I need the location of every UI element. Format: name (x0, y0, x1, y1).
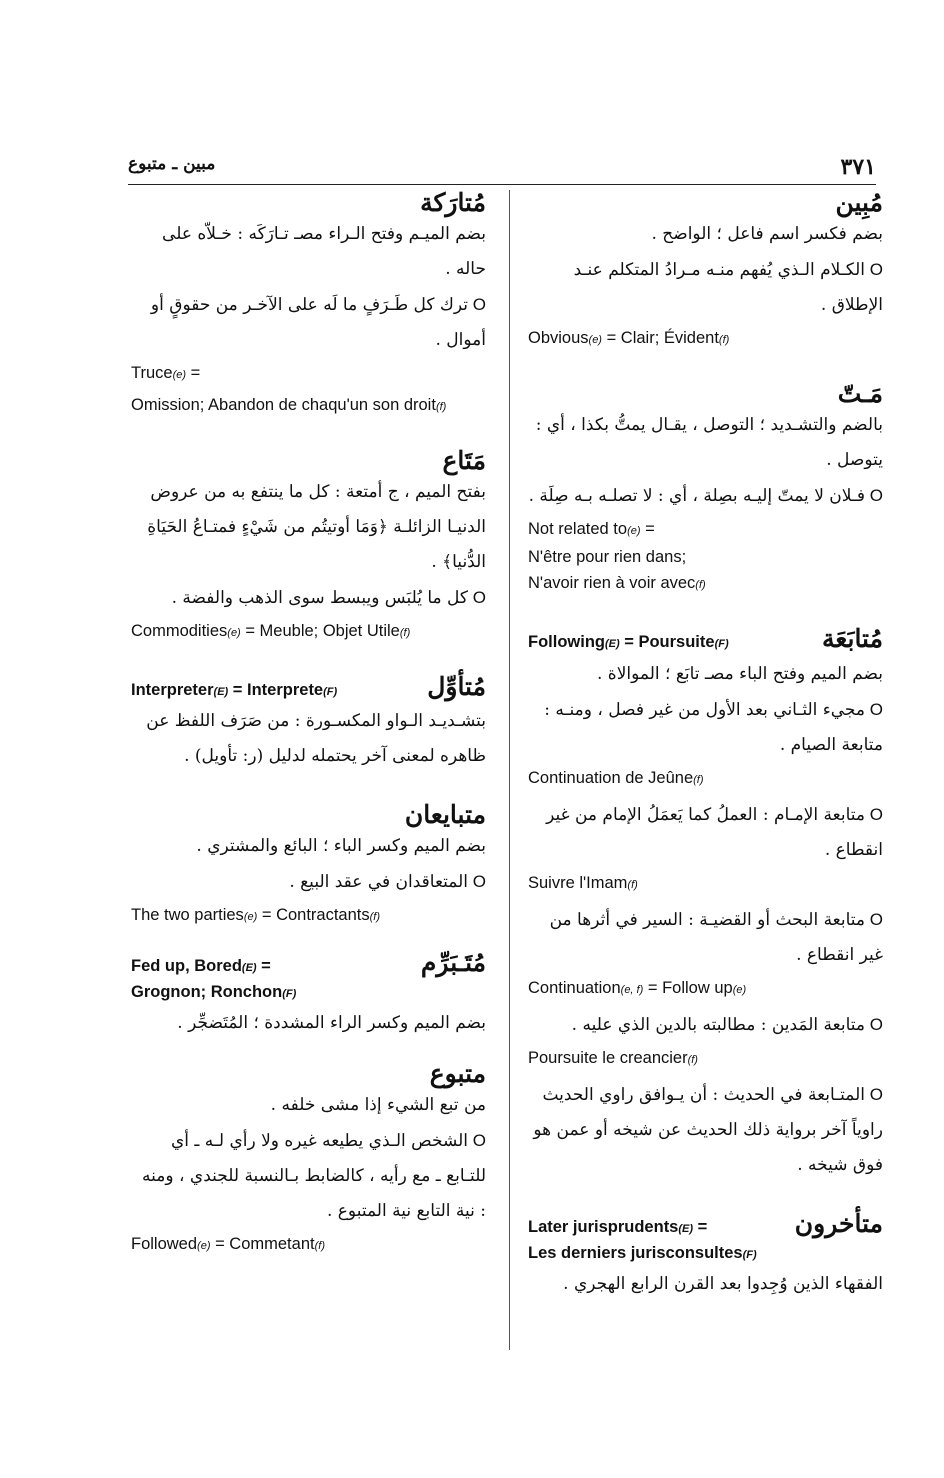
translation-text: = Commetant (210, 1235, 315, 1253)
definition: O متابعة البحث أو القضيـة : السير في أثرها من غير انقطاع . (528, 902, 883, 973)
language-marker: (e) (588, 334, 602, 346)
page-header (128, 150, 876, 185)
column-divider (509, 190, 510, 1350)
translation-text: Suivre l'Imam (528, 874, 628, 892)
equivalent-text: = Interprete (228, 681, 324, 699)
definition: O متابعة الإمـام : العملُ كما يَعمَلُ الإمام من غير انقطاع . (528, 797, 883, 868)
left-column (131, 188, 486, 1285)
equivalent-text: Fed up, Bored (131, 957, 242, 975)
entry-head (131, 800, 486, 829)
language-marker: (e, f) (620, 984, 644, 996)
translation-text: Poursuite le creancier (528, 1049, 688, 1067)
language-marker: (E) (213, 686, 229, 698)
translation-text: Continuation (528, 979, 621, 997)
running-head: مبين ـ متبوع (128, 154, 216, 174)
entry-matbu (131, 1059, 486, 1259)
right-column (528, 188, 883, 1328)
equivalent-text: Grognon; Ronchon (131, 983, 283, 1001)
headword-equivalent (528, 630, 729, 657)
language-marker: (E) (241, 962, 257, 974)
equivalent-text: = Poursuite (619, 633, 715, 651)
definition: O الشخص الـذي يطيعه غيره ولا رأي لـه ـ أي للتـابع ـ مع رأيه ، كالضابط بـالنسبة للجندي ، ومنه : نية التابع نية المتبوع . (131, 1123, 486, 1229)
entry-head (131, 188, 486, 217)
headword: مُتَـبَرِّم (420, 948, 486, 977)
definition: O المتـابعة في الحديث : أن يـوافق راوي الحديث راوياً آخر برواية ذلك الحديث عن شيخه أو عمن هو فوق شيخه . (528, 1077, 883, 1183)
definition: بضم فكسر اسم فاعل ؛ الواضح . (651, 224, 883, 244)
language-marker: (f) (369, 911, 381, 923)
language-marker: (F) (282, 988, 297, 1000)
headword-equivalent (131, 678, 337, 704)
headword: مُبِين (835, 188, 883, 217)
language-marker: (f) (718, 334, 730, 346)
translation-text: Continuation de Jeûne (528, 769, 694, 787)
entry-head (131, 948, 486, 1006)
definition: O ترك كل طَـرَفٍ ما لَه على الآخـر من حقوقٍ أو أموال . (131, 287, 486, 358)
page-number: ٣٧١ (840, 154, 876, 180)
headword: متأخرون (794, 1209, 883, 1238)
definition: O مجيء الثـاني بعد الأول من غير فصل ، ومنـه : متابعة الصيام . (528, 692, 883, 763)
entry-mutaakhkhirun (528, 1209, 883, 1302)
definition: O المتعاقدان في عقد البيع . (131, 864, 486, 900)
translation (131, 392, 486, 420)
language-marker: (F) (742, 1249, 757, 1261)
entry-mutabaa (528, 624, 883, 1183)
headword: مُتارَكة (420, 188, 486, 217)
language-marker: (F) (323, 686, 338, 698)
equivalent-text: Following (528, 633, 605, 651)
translation (528, 870, 883, 898)
equivalent-text: Interpreter (131, 681, 214, 699)
translation-text: = Clair; Évident (601, 329, 719, 347)
translation-text: N'avoir rien à voir avec (528, 574, 696, 592)
headword: مُتأوِّل (427, 672, 486, 701)
headword-equivalent (131, 954, 296, 1006)
definition: بضم الميم وكسر الراء المشددة ؛ المُتَضجِّر . (177, 1013, 486, 1033)
language-marker: (e) (197, 1240, 211, 1252)
definition: O كل ما يُلبَس ويبسط سوى الذهب والفضة . (131, 580, 486, 616)
language-marker: (e) (227, 627, 241, 639)
translation-text: Truce (131, 364, 173, 382)
entry-head (131, 672, 486, 704)
headword: متبوع (429, 1059, 486, 1088)
entry-head (528, 1209, 883, 1267)
language-marker: (f) (627, 879, 638, 891)
translation-text: = Meuble; Objet Utile (240, 622, 400, 640)
language-marker: (f) (314, 1240, 325, 1252)
definition: الفقهاء الذين وُجِدوا بعد القرن الرابع الهجري . (563, 1274, 883, 1294)
definition: O متابعة المَدين : مطالبته بالدين الذي عليه . (528, 1007, 883, 1043)
language-marker: (E) (678, 1223, 694, 1235)
language-marker: (F) (714, 638, 729, 650)
translation-text: = Follow up (643, 979, 733, 997)
headword-equivalent (528, 1215, 757, 1267)
entry-mutaraka (131, 188, 486, 420)
equivalent-text: Later jurisprudents (528, 1218, 679, 1236)
definition: O فـلان لا يمتّ إليـه بصِلة ، أي : لا تصلـه بـه صِلَة . (528, 478, 883, 514)
entry-head (131, 1059, 486, 1088)
entry-mubin (528, 188, 883, 353)
equivalent-text: Les derniers jurisconsultes (528, 1244, 743, 1262)
language-marker: (e) (172, 369, 187, 381)
entry-mataa (131, 446, 486, 646)
translation (131, 618, 486, 646)
language-marker: (f) (399, 627, 411, 639)
translation-text: = Contractants (257, 906, 370, 924)
headword: مَتَاع (442, 446, 486, 475)
definition: بتشـديـد الـواو المكسـورة : من صَرَف اللفظ عن ظاهره لمعنى آخر يحتمله لدليل (ر: تأويل) . (146, 711, 486, 766)
translation-text: = (186, 364, 201, 382)
definition: O الكـلام الـذي يُفهم منـه مـرادُ المتكلم عنـد الإطلاق . (528, 252, 883, 323)
headword: متبايعان (404, 800, 486, 829)
language-marker: (e) (243, 911, 258, 923)
entry-mutabayian (131, 800, 486, 930)
language-marker: (e) (732, 984, 747, 996)
language-marker: (f) (435, 401, 447, 413)
translation-text: Omission; Abandon de chaqu'un son droit (131, 396, 436, 414)
translation (131, 902, 486, 930)
equivalent-text: = (256, 957, 271, 975)
translation (528, 975, 883, 1003)
headword: مَـتّ (837, 379, 883, 408)
definition: بالضم والتشـديد ؛ التوصل ، يقـال يمتُّ بكذا ، أي : يتوصل . (535, 415, 883, 470)
definition: بضم الميـم وفتح الـراء مصـ تـارَكَه : خـلاّه على حاله . (162, 224, 486, 279)
translation (528, 325, 883, 353)
translation (528, 1045, 883, 1073)
translation-text: Commodities (131, 622, 228, 640)
translation (131, 1231, 486, 1259)
definition: بضم الميم وفتح الباء مصـ تابَع ؛ الموالاة . (596, 664, 883, 684)
definition: من تبع الشيء إذا مشى خلفه . (270, 1095, 486, 1115)
language-marker: (e) (627, 525, 641, 537)
entry-head (528, 188, 883, 217)
language-marker: (f) (695, 579, 706, 591)
entry-matt (528, 379, 883, 598)
equivalent-text: = (693, 1218, 708, 1236)
definition: بفتح الميم ، ج أمتعة : كل ما ينتفع به من عروض الدنيـا الزائلـة ﴿وَمَا أوتيتُم من شَيْءٍ فمتـاعُ الحَيَاةِ الدُّنيا﴾ . (147, 482, 486, 572)
translation-text: Obvious (528, 329, 589, 347)
language-marker: (E) (604, 638, 620, 650)
headword: مُتابَعَة (822, 624, 883, 653)
translation-text: Not related to (528, 520, 628, 538)
translation-text: Followed (131, 1235, 198, 1253)
entry-head (131, 446, 486, 475)
entry-head (528, 379, 883, 408)
entry-mutabarrim (131, 948, 486, 1041)
translation (131, 360, 486, 388)
translation-text: N'être pour rien dans; (528, 548, 687, 566)
entry-head (528, 624, 883, 657)
translation-text: The two parties (131, 906, 244, 924)
translation (528, 765, 883, 793)
definition: بضم الميم وكسر الباء ؛ البائع والمشتري . (196, 836, 486, 856)
language-marker: (f) (693, 774, 704, 786)
translation (528, 516, 883, 598)
entry-mutawwil (131, 672, 486, 774)
language-marker: (f) (687, 1054, 698, 1066)
translation-text: = (640, 520, 655, 538)
